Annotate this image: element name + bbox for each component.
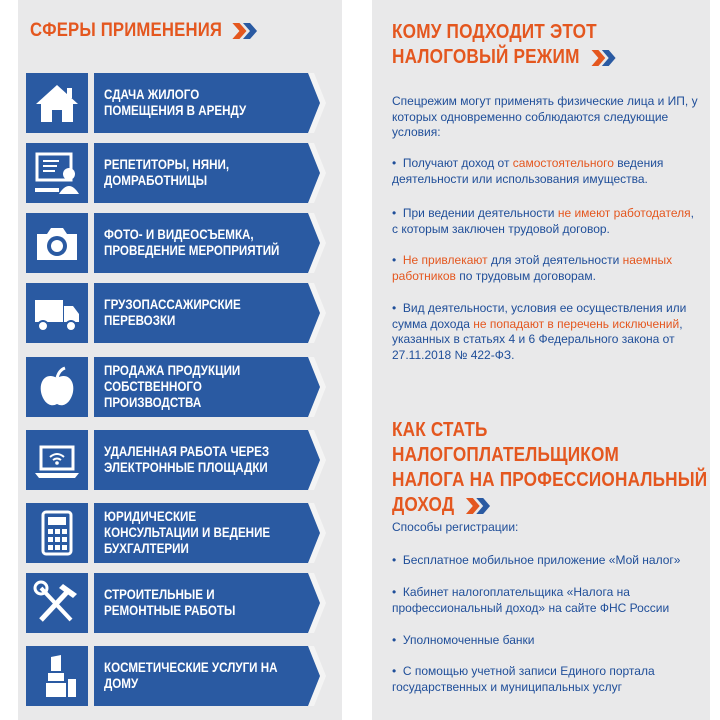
banner	[94, 73, 326, 133]
suitability-title	[392, 20, 710, 70]
list-item	[26, 283, 326, 343]
application-areas-title	[30, 20, 260, 42]
house-icon	[26, 73, 88, 133]
hammer-wrench-icon	[26, 573, 88, 633]
registration-method: • Уполномоченные банки	[392, 633, 535, 647]
calculator-icon	[26, 503, 88, 563]
registration-title-line: КАК СТАТЬ НАЛОГОПЛАТЕЛЬЩИКОМ	[392, 419, 619, 466]
registration-title-line: ДОХОД	[392, 494, 455, 516]
item-label: ПРОДАЖА ПРОДУКЦИИ СОБСТВЕННОГО ПРОИЗВОДСТВА	[104, 363, 241, 410]
item-label: ГРУЗОПАССАЖИРСКИЕ ПЕРЕВОЗКИ	[104, 297, 241, 328]
banner	[94, 430, 326, 490]
registration-method: • Кабинет налогоплательщика «Налога на профессиональный доход» на сайте ФНС России	[392, 585, 670, 615]
list-item	[26, 213, 326, 273]
item-label: УДАЛЕННАЯ РАБОТА ЧЕРЕЗ ЭЛЕКТРОННЫЕ ПЛОЩАДКИ	[104, 444, 270, 475]
banner	[94, 646, 326, 706]
list-item	[26, 143, 326, 203]
registration-method: • С помощью учетной записи Единого портала государственных и муниципальных услуг	[392, 664, 655, 694]
camera-icon	[26, 213, 88, 273]
registration-method: • Бесплатное мобильное приложение «Мой налог»	[392, 553, 681, 567]
conditions-intro: Спецрежим могут применять физические лица и ИП, у которых одновременно соблюдаются следующие условия:	[392, 94, 698, 139]
item-label: СДАЧА ЖИЛОГО ПОМЕЩЕНИЯ В АРЕНДУ	[104, 87, 247, 118]
condition-item: • Не привлекают для этой деятельности наемных работников по трудовым договорам.	[392, 253, 673, 283]
suitability-title-line: КОМУ ПОДХОДИТ ЭТОТ	[392, 21, 597, 43]
condition-item: • Получают доход от самостоятельного ведения деятельности или использования имущества.	[392, 156, 664, 186]
double-chevron-icon	[230, 21, 260, 41]
banner	[94, 213, 326, 273]
double-chevron-icon	[464, 496, 493, 516]
list-item	[26, 73, 326, 133]
banner	[94, 503, 326, 563]
registration-title	[392, 418, 710, 518]
application-areas-panel	[18, 0, 342, 720]
apple-icon	[26, 357, 88, 417]
registration-title-line: НАЛОГА НА ПРОФЕССИОНАЛЬНЫЙ	[392, 469, 708, 491]
tutor-board-icon	[26, 143, 88, 203]
suitability-title-line: НАЛОГОВЫЙ РЕЖИМ	[392, 46, 580, 68]
item-label: ФОТО- И ВИДЕОСЪЕМКА, ПРОВЕДЕНИЕ МЕРОПРИЯТИЙ	[104, 227, 280, 258]
list-item	[26, 430, 326, 490]
laptop-wifi-icon	[26, 430, 88, 490]
banner	[94, 283, 326, 343]
banner	[94, 357, 326, 417]
item-label: РЕПЕТИТОРЫ, НЯНИ, ДОМРАБОТНИЦЫ	[104, 157, 230, 188]
double-chevron-icon	[590, 48, 619, 68]
banner	[94, 573, 326, 633]
list-item	[26, 503, 326, 563]
application-areas-title-text: СФЕРЫ ПРИМЕНЕНИЯ	[30, 20, 223, 41]
truck-icon	[26, 283, 88, 343]
condition-item: • Вид деятельности, условия ее осуществления или сумма дохода не попадают в перечень исключений, указанных в статьях 4 и 6 Федерального закона от 27.11.2018 № 422-ФЗ.	[392, 301, 687, 362]
item-label: КОСМЕТИЧЕСКИЕ УСЛУГИ НА ДОМУ	[104, 660, 278, 691]
list-item	[26, 357, 326, 417]
list-item	[26, 646, 326, 706]
registration-intro: Способы регистрации:	[392, 520, 519, 534]
lipstick-icon	[26, 646, 88, 706]
item-label: СТРОИТЕЛЬНЫЕ И РЕМОНТНЫЕ РАБОТЫ	[104, 587, 236, 618]
list-item	[26, 573, 326, 633]
banner	[94, 143, 326, 203]
condition-item: • При ведении деятельности не имеют работодателя, с которым заключен трудовой договор.	[392, 206, 694, 236]
tax-regime-info-panel	[372, 0, 710, 720]
item-label: ЮРИДИЧЕСКИЕ КОНСУЛЬТАЦИИ И ВЕДЕНИЕ БУХГАЛТЕРИИ	[104, 509, 271, 556]
